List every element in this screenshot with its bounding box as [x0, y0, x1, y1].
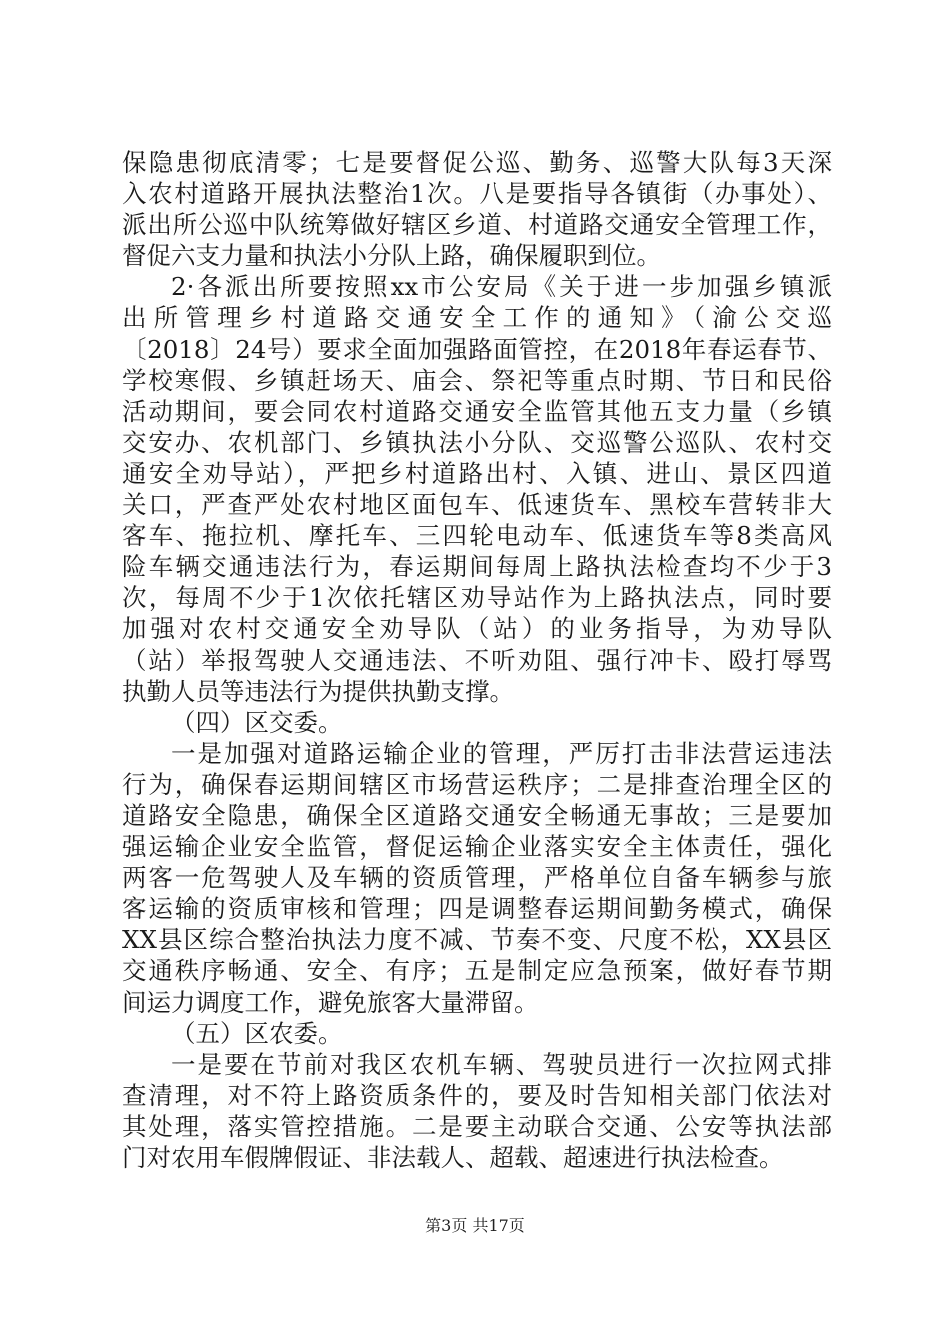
text-line: 查清理，对不符上路资质条件的，要及时告知相关部门依法对	[122, 1080, 832, 1110]
text-line: 客运输的资质审核和管理；四是调整春运期间勤务模式，确保	[122, 894, 832, 924]
text-line: 加强对农村交通安全劝导队（站）的业务指导，为劝导队	[122, 614, 832, 644]
text-line: 其处理，落实管控措施。二是要主动联合交通、公安等执法部	[122, 1111, 832, 1141]
text-line: 〔2018〕24号）要求全面加强路面管控，在2018年春运春节、	[122, 334, 832, 364]
section-heading: （四）区交委。	[171, 707, 343, 737]
text-line: 一是要在节前对我区农机车辆、驾驶员进行一次拉网式排	[171, 1049, 832, 1079]
text-line: 派出所公巡中队统筹做好辖区乡道、村道路交通安全管理工作，	[122, 210, 832, 240]
text-line: 督促六支力量和执法小分队上路，确保履职到位。	[122, 241, 661, 271]
text-line: 2·各派出所要按照xx市公安局《关于进一步加强乡镇派	[171, 272, 832, 302]
text-line: 交安办、农机部门、乡镇执法小分队、交巡警公巡队、农村交	[122, 427, 832, 457]
text-line: （站）举报驾驶人交通违法、不听劝阻、强行冲卡、殴打辱骂	[122, 645, 832, 675]
page-footer: 第3页 共17页	[425, 1216, 525, 1235]
section-heading: （五）区农委。	[171, 1018, 343, 1048]
text-line: 两客一危驾驶人及车辆的资质管理，严格单位自备车辆参与旅	[122, 863, 832, 893]
text-line: 间运力调度工作，避免旅客大量滞留。	[122, 987, 539, 1017]
text-line: 行为，确保春运期间辖区市场营运秩序；二是排查治理全区的	[122, 769, 832, 799]
text-line: 出所管理乡村道路交通安全工作的通知》（渝公交巡	[122, 303, 832, 333]
document-body	[122, 147, 832, 1173]
text-line: 通安全劝导站），严把乡村道路出村、入镇、进山、景区四道	[122, 458, 832, 488]
text-line: 活动期间，要会同农村道路交通安全监管其他五支力量（乡镇	[122, 396, 832, 426]
text-line: 强运输企业安全监管，督促运输企业落实安全主体责任，强化	[122, 832, 832, 862]
text-line: 客车、拖拉机、摩托车、三四轮电动车、低速货车等8类高风	[122, 521, 832, 551]
text-line: 一是加强对道路运输企业的管理，严厉打击非法营运违法	[171, 738, 832, 768]
text-line: 门对农用车假牌假证、非法载人、超载、超速进行执法检查。	[122, 1143, 784, 1172]
text-line: 险车辆交通违法行为，春运期间每周上路执法检查均不少于3	[122, 552, 832, 582]
text-line: 入农村道路开展执法整治1次。八是要指导各镇街（办事处）、	[122, 179, 832, 209]
text-line: XX县区综合整治执法力度不减、节奏不变、尺度不松，XX县区	[122, 925, 832, 955]
text-line: 保隐患彻底清零；七是要督促公巡、勤务、巡警大队每3天深	[122, 148, 832, 177]
text-line: 次，每周不少于1次依托辖区劝导站作为上路执法点，同时要	[122, 583, 832, 613]
text-line: 执勤人员等违法行为提供执勤支撑。	[122, 676, 514, 706]
text-line: 交通秩序畅通、安全、有序；五是制定应急预案，做好春节期	[122, 956, 832, 986]
text-line: 学校寒假、乡镇赶场天、庙会、祭祀等重点时期、节日和民俗	[122, 365, 832, 395]
text-line: 道路安全隐患，确保全区道路交通安全畅通无事故；三是要加	[122, 800, 832, 830]
text-line: 关口，严查严处农村地区面包车、低速货车、黑校车营转非大	[122, 490, 832, 520]
